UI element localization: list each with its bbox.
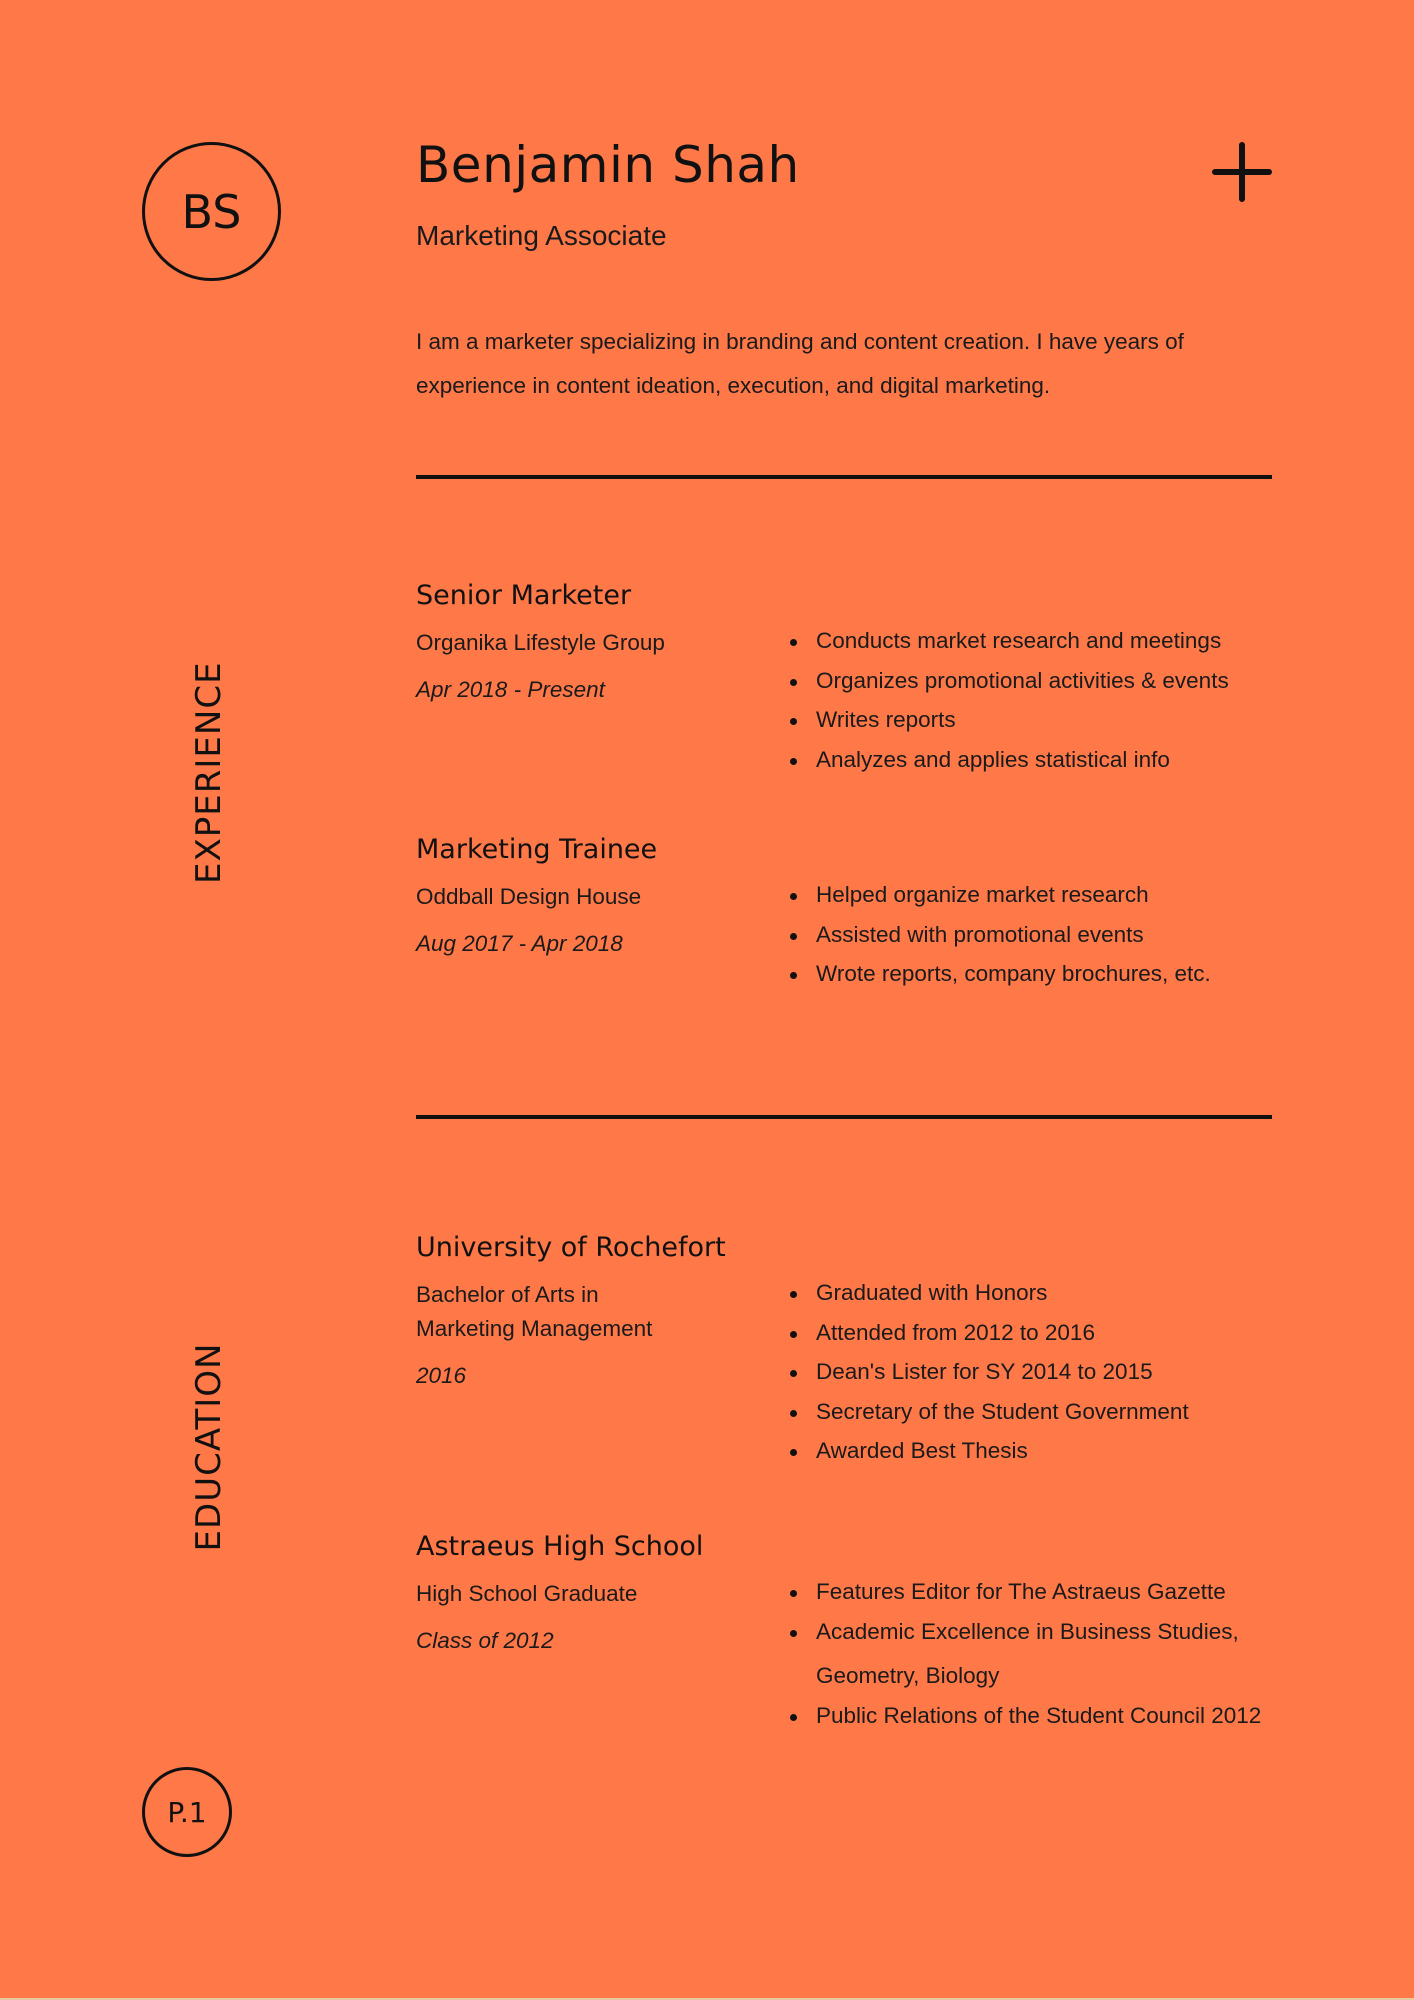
- entry-bullets: [792, 1271, 1286, 1474]
- entry-title: Marketing Trainee: [416, 834, 658, 865]
- experience-entry: [416, 580, 1286, 782]
- bullet-item: Helped organize market research: [792, 873, 1286, 918]
- entry-date: Aug 2017 - Apr 2018: [416, 931, 623, 956]
- bullet-item: Analyzes and applies statistical info: [792, 738, 1286, 783]
- section-label-experience: EXPERIENCE: [189, 661, 229, 884]
- education-entry: [416, 1232, 1286, 1474]
- bullet-item: Features Editor for The Astraeus Gazette: [792, 1570, 1286, 1615]
- education-entry: [416, 1531, 1286, 1738]
- entry-title: University of Rochefort: [416, 1232, 726, 1263]
- bullet-item: Organizes promotional activities & events: [792, 659, 1286, 704]
- entry-date: Apr 2018 - Present: [416, 677, 605, 702]
- bullet-item: Dean's Lister for SY 2014 to 2015: [792, 1350, 1286, 1395]
- entry-organization: Organika Lifestyle Group: [416, 630, 665, 655]
- experience-entry: [416, 834, 1286, 997]
- bullet-item: Attended from 2012 to 2016: [792, 1311, 1286, 1356]
- monogram-initials: BS: [181, 184, 242, 239]
- entry-title: Senior Marketer: [416, 580, 632, 611]
- entry-bullets: [792, 1570, 1286, 1738]
- entry-title: Astraeus High School: [416, 1531, 704, 1562]
- entry-bullets: [792, 873, 1286, 997]
- bullet-item: Assisted with promotional events: [792, 913, 1286, 958]
- entry-date: 2016: [416, 1363, 467, 1388]
- bullet-item: Conducts market research and meetings: [792, 619, 1286, 664]
- profile-summary: I am a marketer specializing in branding and content creation. I have years of experience in content ideation, execution, and digital marketing.: [416, 329, 1184, 398]
- section-label-education: EDUCATION: [189, 1342, 229, 1552]
- candidate-name: Benjamin Shah: [416, 136, 800, 194]
- page-number-badge: [142, 1767, 232, 1857]
- divider-top: [416, 475, 1272, 479]
- bullet-item: Awarded Best Thesis: [792, 1429, 1286, 1474]
- bullet-item: Graduated with Honors: [792, 1271, 1286, 1316]
- entry-organization: High School Graduate: [416, 1581, 638, 1606]
- bullet-item: Public Relations of the Student Council 2012: [792, 1694, 1286, 1739]
- entry-date: Class of 2012: [416, 1628, 554, 1653]
- entry-degree-line-1: Bachelor of Arts in: [416, 1282, 599, 1307]
- divider-middle: [416, 1115, 1272, 1119]
- entry-bullets: [792, 619, 1286, 782]
- bullet-item: Writes reports: [792, 698, 1286, 743]
- candidate-role: Marketing Associate: [416, 220, 667, 251]
- bullet-item: Secretary of the Student Government: [792, 1390, 1286, 1435]
- entry-organization: Oddball Design House: [416, 884, 642, 909]
- page-number: P.1: [167, 1795, 207, 1829]
- entry-degree-line-2: Marketing Management: [416, 1316, 653, 1341]
- bullet-item: Academic Excellence in Business Studies, Geometry, Biology: [792, 1610, 1286, 1699]
- bullet-item: Wrote reports, company brochures, etc.: [792, 952, 1286, 997]
- monogram-badge: [142, 142, 281, 281]
- plus-icon: [1212, 142, 1272, 202]
